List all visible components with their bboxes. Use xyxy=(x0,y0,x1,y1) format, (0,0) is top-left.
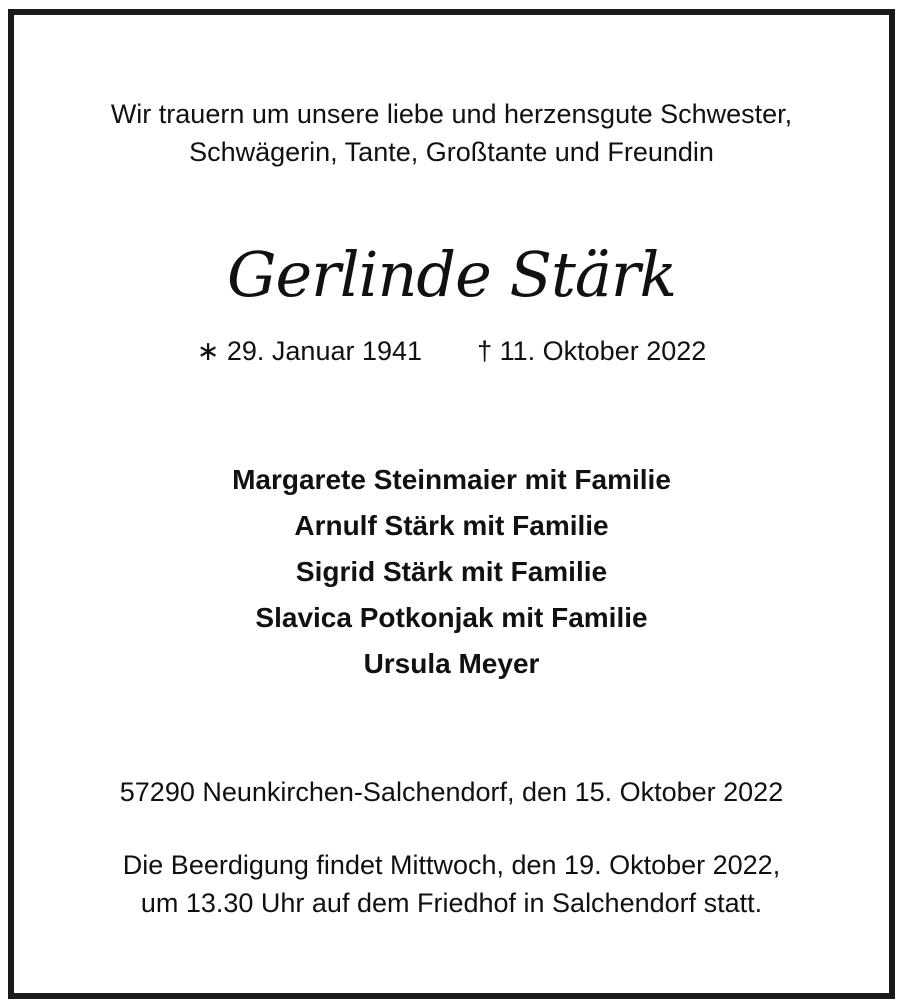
mourner-item: Margarete Steinmaier mit Familie xyxy=(232,464,671,495)
mourner-item: Arnulf Stärk mit Familie xyxy=(294,510,609,541)
intro-text xyxy=(14,95,889,171)
life-dates xyxy=(14,333,889,369)
birth-star-icon: ∗ xyxy=(196,336,220,366)
intro-line-2: Schwägerin, Tante, Großtante und Freundin xyxy=(189,137,714,167)
death-date: 11. Oktober 2022 xyxy=(499,336,707,366)
place-and-date: 57290 Neunkirchen-Salchendorf, den 15. Oktober 2022 xyxy=(119,777,784,807)
intro-line-1: Wir trauern um unsere liebe und herzensgute Schwester, xyxy=(110,99,793,129)
mourner-item: Ursula Meyer xyxy=(363,648,540,679)
funeral-line-1: Die Beerdigung findet Mittwoch, den 19. Oktober 2022, xyxy=(122,850,781,880)
death-cross-icon: † xyxy=(477,336,493,366)
mourners-list xyxy=(14,457,889,687)
funeral-line-2: um 13.30 Uhr auf dem Friedhof in Salchendorf statt. xyxy=(140,888,763,918)
funeral-notice xyxy=(14,846,889,922)
deceased-name: Gerlinde Stärk xyxy=(226,238,677,311)
birth-date: 29. Januar 1941 xyxy=(226,336,423,366)
obituary-frame xyxy=(8,9,895,999)
mourner-item: Slavica Potkonjak mit Familie xyxy=(255,602,648,633)
mourner-item: Sigrid Stärk mit Familie xyxy=(295,556,608,587)
